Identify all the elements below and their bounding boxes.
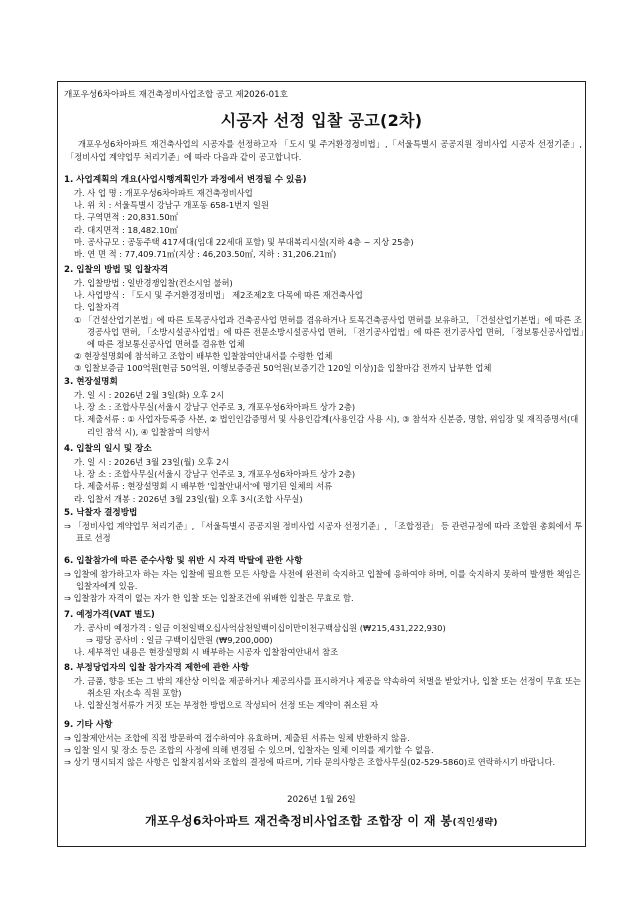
list-item: 가. 금품, 향응 또는 그 밖의 재산상 이익을 제공하거나 제공의사를 표시하거나 제공을 약속하여 처벌을 받았거나, 입찰 또는 선정이 무효 또는 취소된 자(소속 직원 포함) [74,676,581,699]
qualification-item: ② 현장설명회에 참석하고 조합이 배부한 입찰참여안내서를 수령한 업체 [74,351,333,362]
list-item: 나. 장 소 : 조합사무실(서울시 강남구 언주로 3, 개포우성6차아파트 상가 2층) [74,469,356,480]
list-item: 다. 제출서류 : ① 사업자등록증 사본, ② 법인인감증명서 및 사용인감계(사용인감 사용 시), ③ 참석자 신분증, 명함, 위임장 및 재직증명서(대리인 참석 시), ④ 입찰참여 의향서 [74,414,579,437]
intro-paragraph: 개포우성6차아파트 재건축사업의 시공자를 선정하고자 「도시 및 주거환경정비법」,「서울특별시 공공지원 정비사업 시공자 선정기준」,「정비사업 계약업무 처리기준」에 따라 다음과 같이 공고합니다. [66,139,582,162]
list-item: ⇒ 「정비사업 계약업무 처리기준」, 「서울특별시 공공지원 정비사업 시공자 선정기준」, 「조합정관」 등 관련규정에 따라 조합원 총회에서 투표로 선정 [64,521,583,544]
signature-line [0,812,643,829]
section-heading: 1. 사업계획의 개요(사업시행계획인가 과정에서 변경될 수 있음) [64,175,307,185]
notice-date: 2026년 1월 26일 [287,795,356,805]
section-heading: 9. 기타 사항 [64,720,113,730]
list-item: ⇒ 입찰 일시 및 장소 등은 조합의 사정에 의해 변경될 수 있으며, 입찰자는 일체 이의를 제기할 수 없음. [64,745,434,756]
signature-text: 개포우성6차아파트 재건축정비사업조합 조합장 이 재 봉 [145,814,453,828]
list-item: 가. 사 업 명 : 개포우성6차아파트 재건축정비사업 [74,188,253,198]
section-compliance [64,555,584,605]
section-bid-method [64,264,584,375]
section-disqualification [64,662,584,712]
list-item: 나. 입찰신청서류가 거짓 또는 부정한 방법으로 작성되어 선정 또는 계약이 취소된 자 [74,700,379,711]
section-heading: 6. 입찰참가에 따른 준수사항 및 위반 시 자격 박탈에 관한 사항 [64,556,303,566]
list-item: 나. 위 치 : 서울특별시 강남구 개포동 658-1번지 일원 [74,200,269,211]
list-item: 가. 공사비 예정가격 : 일금 이천일백오십사억삼천일백이십이만이천구백삼십원 (₩215,431,222,930) [74,623,446,633]
section-bid-schedule [64,443,584,505]
list-item: 다. 구역면적 : 20,831.50㎡ [74,212,178,223]
list-item: ⇒ 입찰에 참가하고자 하는 자는 입찰에 필요한 모든 사항을 사전에 완전히 숙지하고 입찰에 응하여야 하며, 이를 숙지하지 못하여 발생한 책임은 입찰자에게 있음. [64,569,581,592]
section-heading: 4. 입찰의 일시 및 장소 [64,444,152,454]
section-heading: 5. 낙찰자 결정방법 [64,508,138,518]
section-heading: 7. 예정가격(VAT 별도) [64,610,155,620]
list-item: 가. 일 시 : 2026년 3월 23일(월) 오후 2시 [74,457,230,467]
section-other-matters [64,719,584,769]
section-site-briefing [64,376,584,438]
section-heading: 8. 부정당업자의 입찰 참가자격 제한에 관한 사항 [64,663,249,673]
section-estimated-price [64,609,584,659]
list-item: ⇒ 평당 공사비 : 일금 구백이십만원 (₩9,200,000) [86,635,273,646]
list-item: 다. 제출서류 : 현장설명회 시 배부한 '입찰안내서'에 명기된 일체의 서류 [74,481,333,492]
list-item: 라. 입찰서 개봉 : 2026년 3월 23일(월) 오후 3시(조합 사무실) [74,493,303,504]
section-heading: 2. 입찰의 방법 및 입찰자격 [64,265,169,275]
list-item: 라. 대지면적 : 18,482.10㎡ [74,224,178,235]
notice-number: 개포우성6차아파트 재건축정비사업조합 공고 제2026-01호 [64,90,288,100]
section-project-overview [64,174,584,260]
section-heading: 3. 현장설명회 [64,377,118,387]
list-item: 마. 공사규모 : 공동주택 417세대(임대 22세대 포함) 및 부대복리시설(지하 4층 ~ 지상 25층) [74,236,414,247]
section-award-method [64,507,584,544]
list-item: 바. 연 면 적 : 77,409.71㎡(지상 : 46,203.50㎡, 지하 : 31,206.21㎡) [74,249,337,260]
list-item: 가. 입찰방법 : 일반경쟁입찰(컨소시엄 불허) [74,278,233,288]
list-item: 다. 입찰자격 [74,302,120,313]
list-item: 나. 세부적인 내용은 현장설명회 시 배부하는 시공자 입찰참여안내서 참조 [74,647,339,658]
qualification-item: ① 「건설산업기본법」에 따른 토목공사업과 건축공사업 면허를 겸유하거나 토목건축공사업 면허를 보유하고, 「건설산업기본법」에 따른 조경공사업 면허, 「소방시설공사업법」에 따른 전문소방시설공사업 면허, 「전기공사업법」에 따른 전기공사업 면허, 「정보통신공사업법」에 따른 정보통신공사업 면허를 겸유한 업체 [74,314,584,350]
list-item: 가. 일 시 : 2026년 2월 3일(화) 오후 2시 [74,390,225,400]
page-title: 시공자 선정 입찰 공고(2차) [220,111,423,130]
list-item: 나. 장 소 : 조합사무실(서울시 강남구 언주로 3, 개포우성6차아파트 상가 2층) [74,402,356,413]
seal-omitted-note: (직인생략) [452,818,498,828]
qualification-item: ③ 입찰보증금 100억원[현금 50억원, 이행보증증권 50억원(보증기간 120일 이상)]을 입찰마감 전까지 납부한 업체 [74,363,492,374]
list-item: ⇒ 입찰참가 자격이 없는 자가 한 입찰 또는 입찰조건에 위배한 입찰은 무효로 함. [64,593,354,604]
list-item: ⇒ 입찰제안서는 조합에 직접 방문하여 접수하여야 유효하며, 제출된 서류는 일체 반환하지 않음. [64,733,410,743]
list-item: 나. 사업방식 : 「도시 및 주거환경정비법」 제2조제2호 다목에 따른 재건축사업 [74,290,363,301]
list-item: ⇒ 상기 명시되지 않은 사항은 입찰지침서와 조합의 결정에 따르며, 기타 문의사항은 조합사무실(02-529-5860)로 연락하시기 바랍니다. [64,757,556,768]
